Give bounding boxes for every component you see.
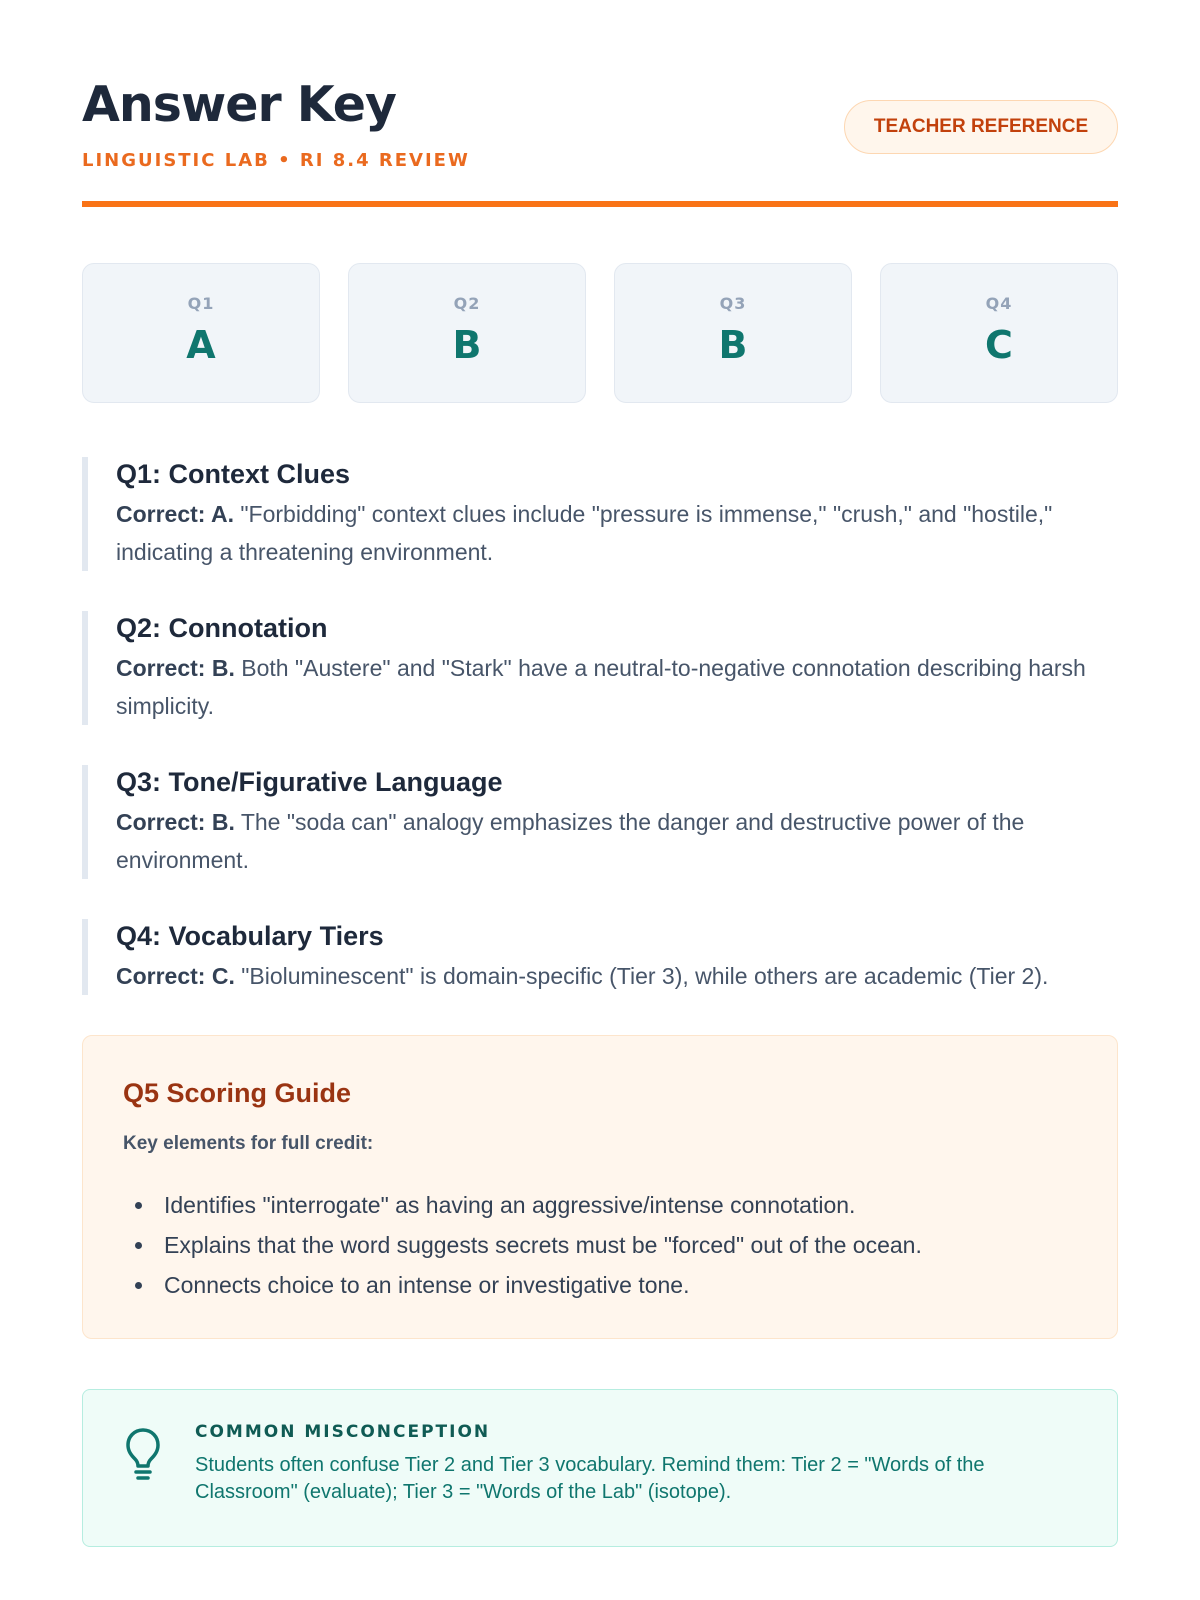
scoring-title: Q5 Scoring Guide (123, 1078, 352, 1108)
explanation-q2 (82, 611, 1118, 725)
answer-tile-q4 (880, 263, 1118, 403)
common-misconception (82, 1389, 1118, 1547)
answer-tiles (82, 263, 1118, 403)
answer-tile-q3 (614, 263, 852, 403)
explanation-q3 (82, 765, 1118, 879)
explanation-text (116, 649, 1118, 725)
explanation-text (116, 803, 1118, 879)
explanation-body: The "soda can" analogy emphasizes the danger and destructive power of the environment. (116, 809, 1025, 873)
list-item: • Identifies "interrogate" as having an aggressive/intense connotation. (156, 1185, 1077, 1225)
lightbulb-icon (123, 1426, 163, 1482)
explanation-text (116, 957, 1118, 995)
explanation-title: Q4: Vocabulary Tiers (116, 921, 384, 951)
q5-scoring-guide (82, 1035, 1118, 1339)
explanation-body: Both "Austere" and "Stark" have a neutral-to-negative connotation describing harsh simplicity. (116, 655, 1086, 719)
correct-answer: Correct: A. (116, 501, 234, 527)
header-divider (82, 201, 1118, 207)
page-subtitle: LINGUISTIC LAB • RI 8.4 REVIEW (82, 150, 470, 171)
correct-answer: Correct: B. (116, 809, 235, 835)
tile-label: Q3 (719, 294, 747, 313)
explanations (82, 457, 1118, 995)
tile-answer: C (985, 323, 1013, 367)
tile-answer: B (718, 323, 748, 367)
page-title: Answer Key (82, 76, 396, 133)
list-item: • Connects choice to an intense or investigative tone. (156, 1265, 1077, 1305)
explanation-title: Q1: Context Clues (116, 459, 351, 489)
tile-label: Q2 (453, 294, 481, 313)
tile-answer: A (186, 323, 216, 367)
misconception-body (195, 1422, 1087, 1546)
explanation-q4 (82, 919, 1118, 995)
explanation-title: Q3: Tone/Figurative Language (116, 767, 503, 797)
explanation-body: "Bioluminescent" is domain-specific (Tier 3), while others are academic (Tier 2). (241, 963, 1049, 989)
explanation-body: "Forbidding" context clues include "pressure is immense," "crush," and "hostile," indicating a threatening environment. (116, 501, 1053, 565)
misconception-heading: COMMON MISCONCEPTION (195, 1422, 491, 1442)
scoring-list (123, 1185, 1077, 1305)
misconception-text: Students often confuse Tier 2 and Tier 3 vocabulary. Remind them: Tier 2 = "Words of the Classroom" (evaluate); Tier 3 = "Words of the Lab" (isotope). (195, 1454, 985, 1503)
explanation-q1 (82, 457, 1118, 571)
header (82, 0, 1118, 208)
correct-answer: Correct: B. (116, 655, 235, 681)
scoring-subtitle: Key elements for full credit: (123, 1133, 374, 1154)
tile-label: Q4 (985, 294, 1013, 313)
answer-tile-q2 (348, 263, 586, 403)
tile-answer: B (452, 323, 482, 367)
explanation-text (116, 495, 1118, 571)
answer-tile-q1 (82, 263, 320, 403)
teacher-reference-badge: TEACHER REFERENCE (844, 100, 1118, 154)
explanation-title: Q2: Connotation (116, 613, 328, 643)
correct-answer: Correct: C. (116, 963, 235, 989)
tile-label: Q1 (187, 294, 215, 313)
list-item: • Explains that the word suggests secrets must be "forced" out of the ocean. (156, 1225, 1077, 1265)
